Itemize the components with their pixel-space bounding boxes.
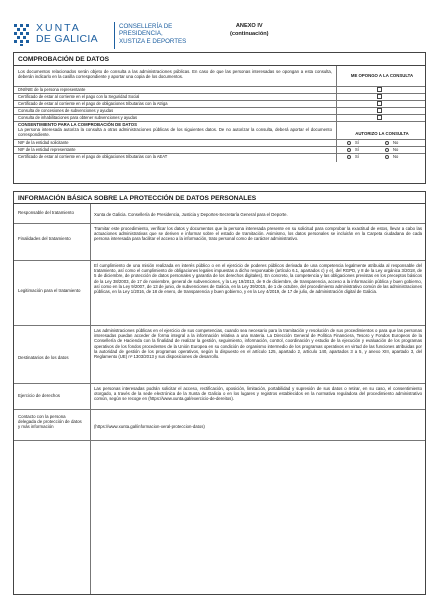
yes-label: Sí <box>355 154 359 159</box>
annex-subtitle: (continuación) <box>230 31 269 37</box>
dept-line-1: CONSELLERÍA DE <box>119 23 173 30</box>
privacy-label: Finalidades del tratamiento <box>18 236 71 241</box>
privacy-label: Responsable del tratamiento <box>18 210 74 215</box>
verification-item: Consulta de inhabilitaciones para obtener subvenciones y ayudas <box>18 115 138 120</box>
yes-label: Sí <box>355 147 359 152</box>
logo-divider <box>114 22 115 49</box>
privacy-label: Ejercicio de derechos <box>18 393 60 398</box>
no-label: No <box>393 140 399 145</box>
privacy-label: Legitimación para el tratamiento <box>18 288 81 293</box>
authorize-header: AUTORIZO LA CONSULTA <box>355 131 409 136</box>
dpo-contact-link[interactable]: (https://www.xunta.gal/informacion-xeral-proteccion-datos) <box>94 424 205 429</box>
oppose-checkbox[interactable] <box>377 94 382 99</box>
privacy-value: Las personas interesadas podrán solicitar el acceso, rectificación, oposición, limitación, portabilidad y supresión de sus datos o retirar, en su caso, el consentimiento otorgado, a través de la sede electrónica de la Xunta de Galicia o en los lugares y registros establecidos en la normativa reguladora del procedimiento administrativo común, según se recoge en (https://www.xunta.gal/exercicio-de-dereitos). <box>94 386 422 402</box>
oppose-checkbox[interactable] <box>377 115 382 120</box>
yes-radio[interactable] <box>347 141 351 145</box>
row-separator <box>14 223 425 224</box>
section-title: COMPROBACIÓN DE DATOS <box>14 53 425 66</box>
row-separator <box>14 325 425 326</box>
no-radio[interactable] <box>385 155 389 159</box>
privacy-label: Contacto con la persona delegada de protección de datos y más información <box>18 414 82 430</box>
no-label: No <box>393 154 399 159</box>
consent-text: La persona interesada autoriza la consulta a otras administraciones públicas de los siguientes datos. De no autorizar la consulta, deberá aportar el documento correspondiente. <box>18 127 332 137</box>
annex-heading <box>230 22 269 38</box>
galicia-shield-icon <box>13 22 31 47</box>
column-divider <box>90 204 91 594</box>
consent-item: NIF de la entidad solicitante <box>18 140 69 145</box>
oppose-checkbox[interactable] <box>377 101 382 106</box>
row-separator <box>14 440 425 441</box>
data-verification-section <box>13 52 426 184</box>
oppose-checkbox[interactable] <box>377 87 382 92</box>
yes-label: Sí <box>355 140 359 145</box>
verification-item: Certificado de estar al corriente en el pago con la Seguridad Social <box>18 94 140 99</box>
privacy-value: El cumplimiento de una misión realizada en interés público o en el ejercicio de poderes públicos derivada de una competencia legalmente atribuida al responsable del tratamiento, así como el cumplimiento de obligaciones legales impuestas a dicho responsable (artículo 6.1, apartados c) y e), del RGPD, y 8 de la Ley orgánica 3/2018, de 5 de diciembre, de protección de datos personales y garantía de los derechos digitales). En concreto, la competencia y las obligaciones previstas en los preceptos básicos de la Ley 38/2003, de 17 de noviembre, general de subvenciones, y la Ley 19/2013, de 9 de diciembre, de transparencia, acceso a la información pública y buen gobierno, así como en la Ley 9/2007, de 13 de junio, de subvenciones de Galicia, en la Ley 39/2015, de 1 de octubre, del procedimiento administrativo común de las administraciones públicas, en la Ley 1/2016, de 18 de enero, de transparencia y buen gobierno, y en la Ley 4/2019, de 17 de julio, de administración digital de Galicia. <box>94 263 422 295</box>
no-radio[interactable] <box>385 148 389 152</box>
verification-item: Consulta de concesiones de subvenciones y ayudas <box>18 108 114 113</box>
privacy-value: Tramitar este procedimiento, verificar los datos y documentos que la persona interesada presente en su solicitud para comprobar la exactitud de estos, llevar a cabo las actuaciones administrativas que se deriven e informar sobre el estado de tramitación. Asimismo, los datos personales se incluirán en la Carpeta ciudadana de cada persona interesada para facilitar el acceso a la información, trato personal como de carácter administrativo. <box>94 226 422 242</box>
verification-item: Certificado de estar al corriente en el pago de obligaciones tributarias con la Atriga <box>18 101 168 106</box>
privacy-value: Xunta de Galicia. Consellería de Presidencia, Justicia y Deportes-Secretaría General para el Deporte. <box>94 212 288 217</box>
oppose-header: ME OPONGO A LA CONSULTA <box>350 73 414 78</box>
yes-radio[interactable] <box>347 155 351 159</box>
dept-line-3: XUSTIZA E DEPORTES <box>119 37 187 45</box>
consent-item: NIF de la entidad representante <box>18 147 76 152</box>
dept-line-2: PRESIDENCIA, <box>119 30 163 38</box>
yes-radio[interactable] <box>347 148 351 152</box>
xunta-logo <box>13 22 198 50</box>
consent-item: Certificado de estar al corriente en el pago de obligaciones tributarias con la AEAT <box>18 154 168 159</box>
privacy-value: Las administraciones públicas en el ejercicio de sus competencias, cuando sea necesario para la tramitación y resolución de sus procedimientos o para que las personas interesadas puedan acceder de forma integral a la información relativa a una materia. La Dirección General de Política Financiera, Tesoro y Fondos Europeos de la Consellería de Hacienda con la finalidad de realizar la gestión, seguimiento, información, control, coordinación y estudio de la ejecución y evaluación de los programas operativos de los fondos procedentes de la Unión Europea en su condición de organismo intermedio de los programas operativos en virtud de las funciones atribuidas por la autoridad de gestión de los programas operativos, según lo dispuesto en el artículo 125, apartado 2, artículo 140, apartados 3 a 5, y anexo XIII, apartado 3, del Reglamento (UE) nº 1303/2013 y sus disposiciones de desarrollo. <box>94 328 422 360</box>
section-title: INFORMACIÓN BÁSICA SOBRE LA PROTECCIÓN DE DATOS PERSONALES <box>14 192 425 204</box>
no-label: No <box>393 147 399 152</box>
verification-item: DNI/NIE de la persona representante <box>18 87 86 92</box>
logo-line-1: XUNTA <box>36 22 81 34</box>
annex-title: ANEXO IV <box>235 23 263 29</box>
logo-line-2: DE GALICIA <box>36 33 98 45</box>
verification-intro: Los documentos relacionados serán objeto de consulta a las administraciones públicas. En caso de que las personas interesadas se opongan a esta consulta, deberán indicarlo en la casilla correspondiente y aportar una copia de los documentos. <box>18 69 332 79</box>
row-separator <box>14 383 425 384</box>
no-radio[interactable] <box>385 141 389 145</box>
row-separator <box>14 409 425 410</box>
consent-title: CONSENTIMIENTO PARA LA COMPROBACIÓN DE DATOS <box>18 122 137 127</box>
data-protection-section <box>13 191 426 595</box>
row-separator <box>14 260 425 261</box>
oppose-checkbox[interactable] <box>377 108 382 113</box>
privacy-label: Destinatarios de los datos <box>18 355 69 360</box>
department-name <box>119 23 186 45</box>
logo-wordmark <box>36 23 98 45</box>
